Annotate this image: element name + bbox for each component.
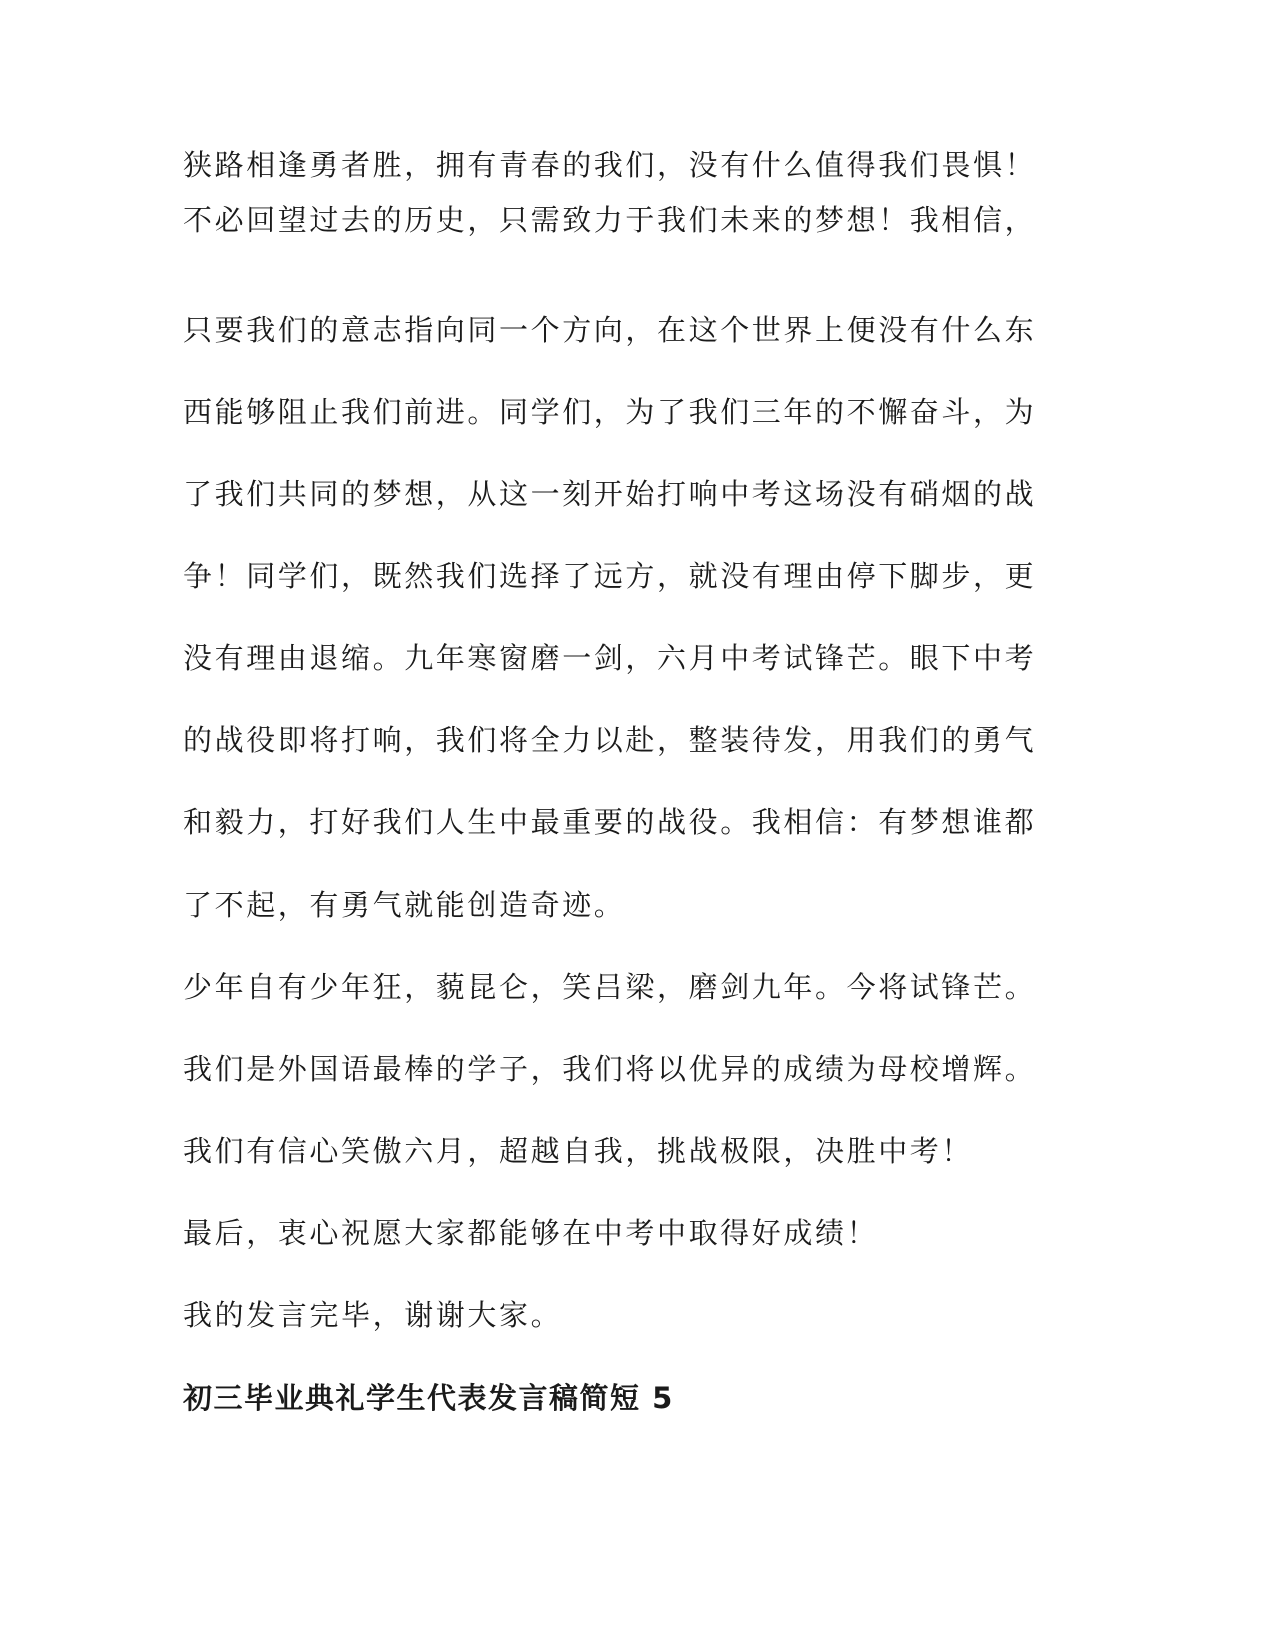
text-line: 我的发言完毕，谢谢大家。 bbox=[183, 1298, 563, 1332]
text-line: 没有理由退缩。九年寒窗磨一剑，六月中考试锋芒。眼下中考 bbox=[183, 641, 1037, 675]
text-line: 西能够阻止我们前进。同学们，为了我们三年的不懈奋斗，为 bbox=[183, 395, 1037, 429]
text-line: 争！同学们，既然我们选择了远方，就没有理由停下脚步，更 bbox=[183, 559, 1037, 593]
section-heading: 初三毕业典礼学生代表发言稿简短 5 bbox=[183, 1381, 674, 1415]
text-line: 不必回望过去的历史，只需致力于我们未来的梦想！我相信， bbox=[183, 203, 1037, 237]
text-line: 最后，衷心祝愿大家都能够在中考中取得好成绩！ bbox=[183, 1216, 879, 1250]
text-line: 只要我们的意志指向同一个方向，在这个世界上便没有什么东 bbox=[183, 313, 1037, 347]
text-line: 狭路相逢勇者胜，拥有青春的我们，没有什么值得我们畏惧！ bbox=[183, 148, 1037, 182]
text-line: 了不起，有勇气就能创造奇迹。 bbox=[183, 888, 626, 922]
text-line: 的战役即将打响，我们将全力以赴，整装待发，用我们的勇气 bbox=[183, 723, 1037, 757]
text-line: 了我们共同的梦想，从这一刻开始打响中考这场没有硝烟的战 bbox=[183, 477, 1037, 511]
text-line: 我们有信心笑傲六月，超越自我，挑战极限，决胜中考！ bbox=[183, 1134, 974, 1168]
text-line: 和毅力，打好我们人生中最重要的战役。我相信：有梦想谁都 bbox=[183, 805, 1037, 839]
text-line: 我们是外国语最棒的学子，我们将以优异的成绩为母校增辉。 bbox=[183, 1052, 1037, 1086]
text-line: 少年自有少年狂，藐昆仑，笑吕梁，磨剑九年。今将试锋芒。 bbox=[183, 970, 1037, 1004]
